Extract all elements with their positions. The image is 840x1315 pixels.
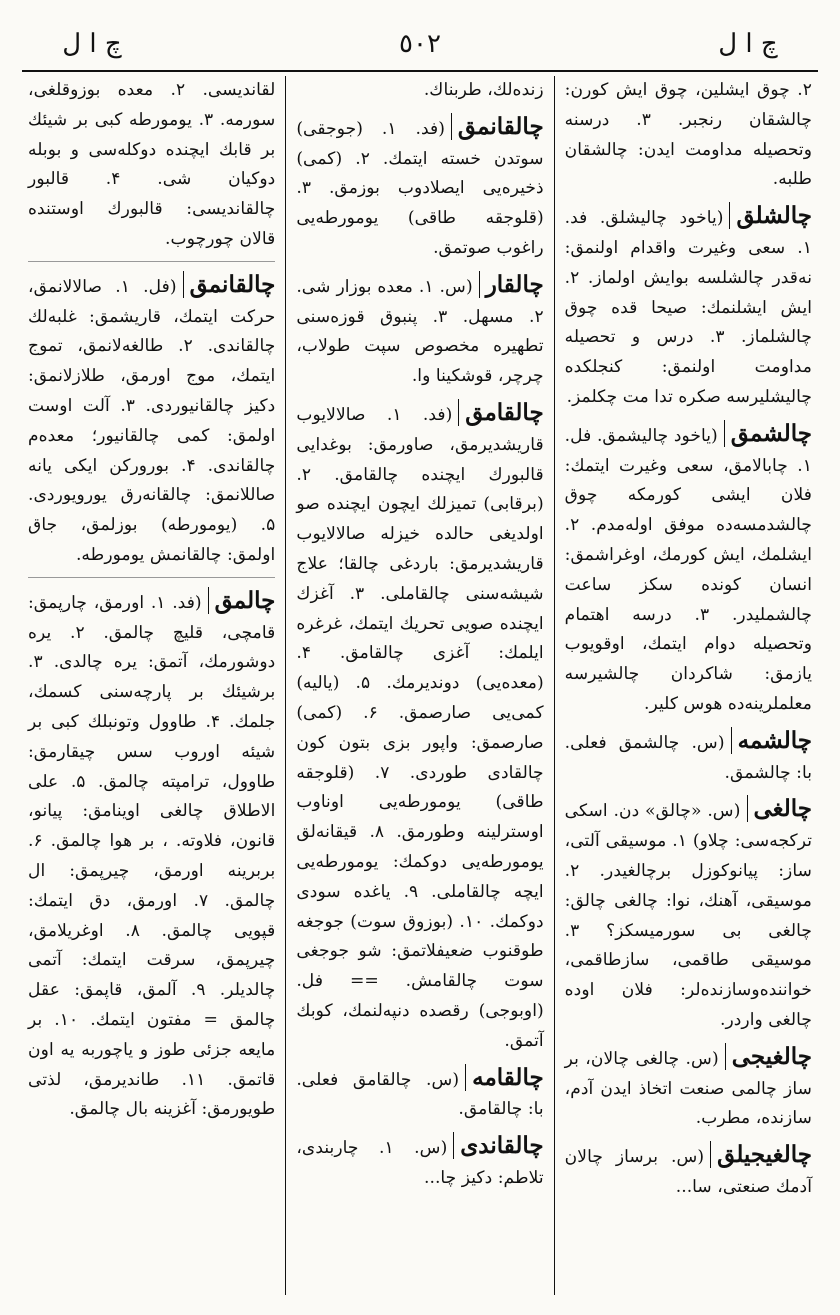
headword: چالقامق — [458, 399, 543, 426]
entry-text: زنده‌لك، طربناك. — [423, 80, 544, 100]
headword: چالشلق — [729, 202, 812, 229]
entry-text: ۲. چوق ایشلین، چوق ایش کورن: چالشقان رنجبر. ۳. درسنه وتحصیله مداومت ایدن: چالشقان طلبه. — [564, 80, 812, 190]
headword: چالقاندی — [453, 1132, 543, 1159]
entry-text: لقاندیسی. ۲. معده بوزوقلغی، سورمه. ۳. یومورطه کبی بر شیئك بر قابك ایچنده دوکله‌سی و بوبله دوکیان شی. ۴. قالبور چالقاندیسی: قالبورك اوستنده قالان چورچوب. — [28, 80, 276, 249]
page-header — [22, 24, 818, 64]
entry — [296, 398, 543, 1057]
entry — [296, 112, 543, 264]
entry-text: (س. چالغی چالان، بر ساز چالمی صنعت اتخاذ ایدن آدم، سازنده، مطرب. — [564, 1048, 812, 1129]
entry-text: (فد. ۱. اورمق، چارپمق: قامچی، قلیچ چالمق. ۲. یره دوشورمك، آتمق: یره چالدی. ۳. برشیئك بر پارچه‌سنی کسمك، جلمك. ۴. طاوول وتونبلك کبی بر شیئه اوروب سس چیقارمق: طاوول، ترامپته چالمق. ۵. علی الاطلاق چالغی اوینامق: پیانو، قانون، فلاوته. ، بر هوا چالمق. ۶. بربرینه اورمق، چیرپمق: ال چالمق. ۷. اورمق، دق ایتمك: قپویی چالمق. ۸. اوغریلامق، چیرپمق، سرقت ایتمك: آتمی چالدیلر. ۹. آلمق، قاپمق: عقل چالمق = مفتون ایتمك. ۱۰. بر مایعه جزئی طوز و یاچوربه یه اون قاتمق. ۱۱. طاندیرمق، لذتی طویورمق: آغزینه بال چالمق. — [28, 592, 276, 1120]
entry — [296, 270, 543, 392]
entry-text: (فد. ۱. (جوجقی) سوتدن خسته ایتمك. ۲. (کمی) ذخیره‌یی ایصلادوب بوزمق. ۳. (قلوجقه طاقی) یومورطه‌یی راغوب صوتمق. — [296, 118, 544, 258]
running-head-right: چ ا ل — [718, 29, 778, 59]
entry — [565, 794, 812, 1035]
entry — [565, 201, 812, 413]
headword: چالغیجیلق — [710, 1141, 812, 1168]
entry-text: (س. چالشمق فعلی. با: چالشمق. — [564, 732, 812, 783]
entry — [296, 1131, 543, 1194]
headword: چالقانمق — [183, 271, 276, 298]
entry — [565, 726, 812, 789]
entry — [28, 270, 275, 571]
entry-text: (یاخود چالیشمق. فل. ۱. چابالامق، سعی وغیرت ایتمك: فلان ایشی کورمکه چوق چالشدمسه‌ده موفق اوله‌مدم. ۲. ایشلمك، ایش کورمك، اوغراشمق: انسان کونده سکز ساعت چالشملیدر. ۳. درسه اهتمام وتحصیله دوام ایتمك، اوقویوب یازمق: شاکردان چالشیرسه معلملرینه‌ده هوس کلیر. — [564, 425, 812, 714]
entry — [565, 419, 812, 720]
entry-text: (س. «چالق» دن. اسکی ترکجه‌سی: چلاو) ۱. موسیقی آلتی، ساز: پیانوکوزل برچالغیدر. ۲. موسیقی، آهنك، نوا: چالغی چالق: چالغی بی سورمیسکز؟ ۳. موسیقی طاقمی، سازطاقمی، خواننده‌وسازنده‌لر: فلان اوده چالغی واردر. — [564, 801, 812, 1030]
headword: چالقانمق — [451, 113, 544, 140]
entry-text: (س. ۱. معده بوزار شی. ۲. مسهل. ۳. پنبوق قوزه‌سنی تطهیره مخصوص سپت طولاب، چرچر، قوشکینا وا. — [296, 276, 544, 387]
entry-text: (س. چالقامق فعلی. با: چالقامق. — [296, 1069, 544, 1120]
entry-text: (فد. ۱. صالالایوب قاریشدیرمق، صاورمق: بوغدایی قالبورك ایچنده چالقامق. ۲. (برقابی) تمیزلك ایچون ایچنده صو اولدیغی حالده خیزله صالالایوب قاریشدیرمق: باردغی چالقا؛ علاج شیشه‌سنی چالقاملی. ۳. آغزك ایچنده صویی تحریك ایتمك، غرغره ایلمك: آغزی چالقامق. ۴. (معده‌یی) دوندیرمك. ۵. (یالیه) کمی‌یی صارصمق. ۶. (کمی) صارصمق: واپور بزی بتون کون چالقادی طوردی. ۷. (قلوجقه طاقی) یومورطه‌یی اوناوب اوسترلینه وطورمق. ۸. قیقانه‌لق یومورطه‌یی دوکمك: یومورطه‌یی ایچه چالقاملی. ۹. یاغده سودی دوکمك. ۱۰. (بوزوق سوت) جوجغه طوقنوب ضعیفلاتمق: شو جوجغی سوت چالقامش. == فل. (اوبوجی) رقصده دنپه‌لنمك، کوبك آتمق. — [296, 404, 544, 1051]
entry — [565, 76, 812, 195]
headword: چالغی — [747, 795, 813, 822]
headword: چالقامه — [465, 1064, 544, 1091]
headword: چالشمق — [724, 420, 812, 447]
entry — [565, 1042, 812, 1134]
entry — [28, 586, 275, 1125]
headword: چالمق — [208, 587, 276, 614]
entry — [28, 76, 275, 255]
headword: چالشمه — [731, 727, 812, 754]
entry — [296, 76, 543, 106]
entry-text: (فل. ۱. صالالانمق، حرکت ایتمك، قاریشمق: غلبه‌لك چالقاندی. ۲. طالغه‌لانمق، تموج ایتمك، موج اورمق، طلازلانمق: دکیز چالقانیوردی. ۳. آلت اوست اولمق: کمی چالقانیور؛ معده‌م چالقاندی. ۴. بورورکن ایکی یانه صاللانمق: چالقانه‌رق یورویوردی. ۵. (یومورطه) بوزلمق، جاق اولمق: چالقانمش یومورطه. — [28, 276, 276, 565]
running-head-left: چ ا ل — [62, 29, 122, 59]
column-left — [18, 76, 286, 1295]
headword: چالغیجی — [725, 1043, 812, 1070]
header-rule — [22, 70, 818, 72]
headword: چالقار — [479, 271, 544, 298]
entry — [565, 1140, 812, 1203]
column-right — [555, 76, 822, 1295]
entry-text: (س. برساز چالان آدمك صنعتی، سا... — [564, 1147, 812, 1197]
entry-text: (س. ۱. چاربندی، تلاطم: دکیز چا... — [296, 1138, 544, 1188]
entry-divider — [28, 577, 275, 578]
page-number: ٥٠٢ — [399, 29, 441, 59]
entry — [296, 1063, 543, 1126]
entry-divider — [28, 261, 275, 262]
columns — [18, 76, 822, 1295]
entry-text: (یاخود چالیشلق. فد. ۱. سعی وغیرت واقدام اولنمق: نه‌قدر چالشلسه بوایش اولماز. ۲. ایش ایشلنمك: صیحا قده چوق چالشلماز. ۳. درس و تحصیله مداومت اولنمق: کنجلکده چالیشلیرسه صکره تدا مت چکلمز. — [564, 208, 812, 407]
column-middle — [286, 76, 554, 1295]
